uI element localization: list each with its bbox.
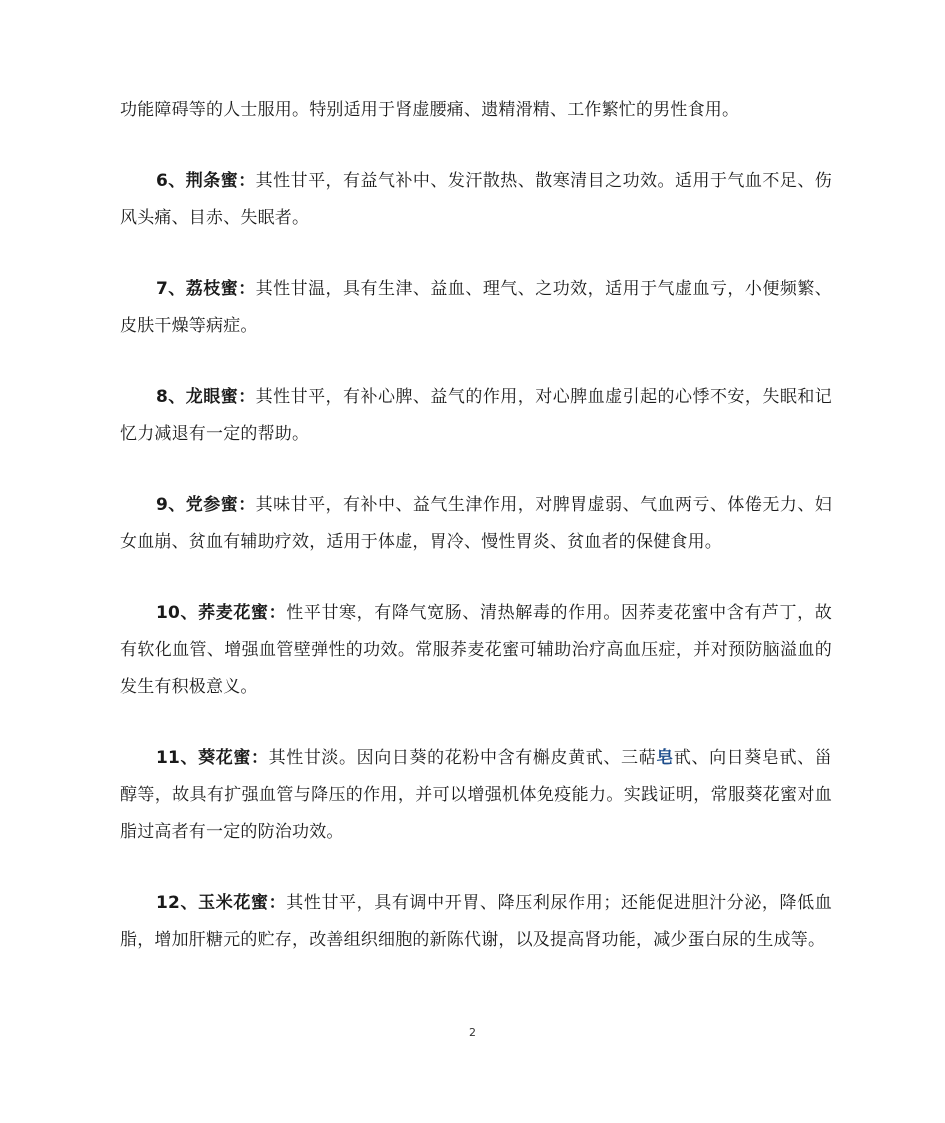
entry-title-9: 9、党参蜜： [156,495,256,515]
entry-title-11: 11、葵花蜜： [156,748,269,768]
entry-text-6: 其性甘平，有益气补中、发汗散热、散寒清目之功效。适用于气血不足、伤风头痛、目赤、失眠者。 [120,171,832,228]
document-body [120,92,832,993]
entry-title-8: 8、龙眼蜜： [156,387,256,407]
intro-paragraph [120,92,832,129]
page-number: 2 [469,1026,476,1039]
entry-text-11-before: 其性甘淡。因向日葵的花粉中含有槲皮黄甙、三萜 [268,748,657,768]
entry-paragraph-9 [120,487,832,561]
entry-title-6: 6、荆条蜜： [156,171,256,191]
intro-text: 功能障碍等的人士服用。特别适用于肾虚腰痛、遗精滑精、工作繁忙的男性食用。 [120,100,740,120]
entry-paragraph-12 [120,885,832,959]
entry-text-9: 其味甘平，有补中、益气生津作用，对脾胃虚弱、气血两亏、体倦无力、妇女血崩、贫血有辅助疗效，适用于体虚，胃冷、慢性胃炎、贫血者的保健食用。 [120,495,832,552]
entry-paragraph-7 [120,271,832,345]
entry-title-12: 12、玉米花蜜： [156,893,287,913]
entry-text-10: 性平甘寒，有降气宽肠、清热解毒的作用。因荞麦花蜜中含有芦丁，故有软化血管、增强血管壁弹性的功效。常服荞麦花蜜可辅助治疗高血压症，并对预防脑溢血的发生有积极意义。 [120,603,832,697]
entry-title-10: 10、荞麦花蜜： [156,603,287,623]
entry-text-11-after: 甙、向日葵皂甙、甾醇等，故具有扩强血管与降压的作用，并可以增强机体免疫能力。实践证明，常服葵花蜜对血脂过高者有一定的防治功效。 [120,748,832,842]
entry-paragraph-11 [120,740,832,851]
entry-paragraph-8 [120,379,832,453]
entry-title-7: 7、荔枝蜜： [156,279,256,299]
entry-text-7: 其性甘温，具有生津、益血、理气、之功效，适用于气虚血亏，小便频繁、皮肤干燥等病症。 [120,279,832,336]
entry-paragraph-6 [120,163,832,237]
entry-text-12: 其性甘平，具有调中开胃、降压利尿作用；还能促进胆汁分泌，降低血脂，增加肝糖元的贮存，改善组织细胞的新陈代谢，以及提高肾功能，减少蛋白尿的生成等。 [120,893,832,950]
entry-text-8: 其性甘平，有补心脾、益气的作用，对心脾血虚引起的心悸不安，失眠和记忆力减退有一定的帮助。 [120,387,832,444]
highlighted-character: 皂 [656,748,674,768]
entry-paragraph-10 [120,595,832,706]
